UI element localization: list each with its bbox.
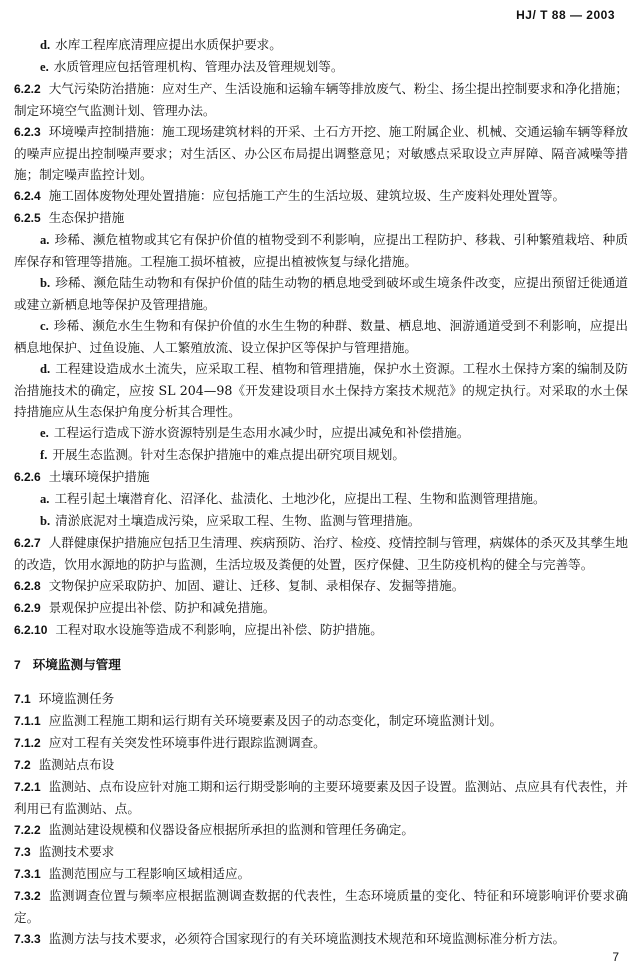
item-a-soil-degradation bbox=[14, 488, 628, 510]
clause-number: 7.2.2 bbox=[14, 823, 41, 837]
item-f-eco-monitoring bbox=[14, 444, 628, 466]
clause-text: 大气污染防治措施：应对生产、生活设施和运输车辆等排放废气、粉尘、扬尘提出控制要求和净化措施；制定环境空气监测计划、管理办法。 bbox=[14, 81, 629, 118]
item-c-aquatic-life bbox=[14, 315, 628, 358]
clause-text: 土壤环境保护措施 bbox=[48, 469, 150, 484]
item-text: 珍稀、濒危水生生物和有保护价值的水生生物的种群、数量、栖息地、洄游通道受到不利影响，应提出栖息地保护、过鱼设施、人工繁殖放流、设立保护区等保护与管理措施。 bbox=[14, 318, 628, 355]
clause-7-2-2 bbox=[14, 819, 628, 841]
clause-number: 6.2.2 bbox=[14, 82, 41, 96]
item-letter: b. bbox=[40, 514, 51, 528]
clause-text: 工程对取水设施等造成不利影响，应提出补偿、防护措施。 bbox=[55, 622, 383, 637]
clause-6-2-2 bbox=[14, 78, 628, 121]
item-a-plants bbox=[14, 229, 628, 272]
clause-number: 6.2.5 bbox=[14, 211, 41, 225]
clause-7-3-3 bbox=[14, 928, 628, 950]
item-text: 珍稀、濒危植物或其它有保护价值的植物受到不利影响，应提出工程防护、移栽、引种繁殖栽培、种质库保存和管理等措施。工程施工损坏植被，应提出植被恢复与绿化措施。 bbox=[14, 232, 628, 269]
item-text: 珍稀、濒危陆生动物和有保护价值的陆生动物的栖息地受到破坏或生境条件改变，应提出预留迁徙通道或建立新栖息地等保护及管理措施。 bbox=[14, 275, 628, 312]
clause-text: 环境噪声控制措施：施工现场建筑材料的开采、土石方开挖、施工附属企业、机械、交通运输车辆等释放的噪声应提出控制噪声要求；对生活区、办公区布局提出调整意见；对敏感点采取设立声屏障、隔音减噪等措施；制定噪声监控计划。 bbox=[14, 124, 629, 182]
item-letter: a. bbox=[40, 233, 50, 247]
item-letter: d. bbox=[40, 362, 51, 376]
clause-7-3 bbox=[14, 841, 628, 863]
clause-text: 环境监测任务 bbox=[38, 691, 115, 706]
clause-text: 监测调查位置与频率应根据监测调查数据的代表性，生态环境质量的变化、特征和环境影响评价要求确定。 bbox=[14, 888, 628, 925]
clause-7-1-1 bbox=[14, 710, 628, 732]
item-letter: c. bbox=[40, 319, 49, 333]
document-body bbox=[14, 34, 628, 950]
item-text: 水质管理应包括管理机构、管理办法及管理规划等。 bbox=[53, 59, 344, 74]
clause-number: 7.3.2 bbox=[14, 889, 41, 903]
item-letter: b. bbox=[40, 276, 51, 290]
section-number: 7 bbox=[14, 658, 21, 672]
clause-7-1 bbox=[14, 688, 628, 710]
item-letter: e. bbox=[40, 426, 49, 440]
item-letter: e. bbox=[40, 60, 49, 74]
clause-number: 7.2 bbox=[14, 758, 31, 772]
clause-text: 监测技术要求 bbox=[38, 844, 115, 859]
item-b-sludge-pollution bbox=[14, 510, 628, 532]
clause-6-2-4 bbox=[14, 185, 628, 207]
item-b-terrestrial-animals bbox=[14, 272, 628, 315]
clause-number: 7.1 bbox=[14, 692, 31, 706]
clause-7-3-2 bbox=[14, 885, 628, 928]
clause-7-3-1 bbox=[14, 863, 628, 885]
clause-text: 施工固体废物处理处置措施：应包括施工产生的生活垃圾、建筑垃圾、生产废料处理处置等。 bbox=[48, 188, 566, 203]
item-text: 工程引起土壤潜育化、沼泽化、盐渍化、土地沙化，应提出工程、生物和监测管理措施。 bbox=[54, 491, 546, 506]
item-text: 水库工程库底清理应提出水质保护要求。 bbox=[55, 37, 282, 52]
clause-number: 6.2.10 bbox=[14, 623, 48, 637]
clause-text: 监测范围应与工程影响区域相适应。 bbox=[48, 866, 251, 881]
clause-text: 人群健康保护措施应包括卫生清理、疾病预防、治疗、检疫、疫情控制与管理，病媒体的杀灭及其孳生地的改造，饮用水源地的防护与监测，生活垃圾及粪便的处置，医疗保健、卫生防疫机构的健全与完善等。 bbox=[14, 535, 629, 572]
clause-6-2-8 bbox=[14, 575, 628, 597]
clause-6-2-3 bbox=[14, 121, 628, 185]
clause-6-2-5 bbox=[14, 207, 628, 229]
item-e-water-quality-management bbox=[14, 56, 628, 78]
clause-text: 景观保护应提出补偿、防护和减免措施。 bbox=[48, 600, 276, 615]
clause-number: 6.2.4 bbox=[14, 189, 41, 203]
item-text: 工程运行造成下游水资源特别是生态用水减少时，应提出减免和补偿措施。 bbox=[53, 425, 470, 440]
item-d-soil-erosion bbox=[14, 358, 628, 422]
clause-text: 监测方法与技术要求，必须符合国家现行的有关环境监测技术规范和环境监测标准分析方法。 bbox=[48, 931, 566, 946]
clause-number: 7.3.1 bbox=[14, 867, 41, 881]
clause-number: 6.2.9 bbox=[14, 601, 41, 615]
clause-7-2 bbox=[14, 754, 628, 776]
page-number: 7 bbox=[612, 950, 619, 964]
clause-number: 6.2.6 bbox=[14, 470, 41, 484]
clause-text: 文物保护应采取防护、加固、避让、迁移、复制、录相保存、发掘等措施。 bbox=[48, 578, 465, 593]
clause-7-2-1 bbox=[14, 776, 628, 819]
clause-text: 应监测工程施工期和运行期有关环境要素及因子的动态变化，制定环境监测计划。 bbox=[48, 713, 503, 728]
clause-number: 6.2.7 bbox=[14, 536, 41, 550]
clause-number: 7.2.1 bbox=[14, 780, 41, 794]
clause-text: 监测站建设规模和仪器设备应根据所承担的监测和管理任务确定。 bbox=[48, 822, 414, 837]
clause-6-2-9 bbox=[14, 597, 628, 619]
clause-6-2-7 bbox=[14, 532, 628, 575]
item-letter: a. bbox=[40, 492, 50, 506]
item-text: 清淤底泥对土壤造成污染，应采取工程、生物、监测与管理措施。 bbox=[55, 513, 421, 528]
clause-number: 7.3.3 bbox=[14, 932, 41, 946]
clause-number: 6.2.3 bbox=[14, 125, 41, 139]
clause-7-1-2 bbox=[14, 732, 628, 754]
item-d-reservoir-cleanup bbox=[14, 34, 628, 56]
item-text: 工程建设造成水土流失，应采取工程、植物和管理措施，保护水土资源。工程水土保持方案的编制及防治措施技术的确定，应按 SL 204—98《开发建设项目水土保持方案技术规范》的规定执行。对采取的水土保持措施应从生态保护角度分析其合理性。 bbox=[14, 361, 628, 419]
item-letter: d. bbox=[40, 38, 51, 52]
clause-6-2-10 bbox=[14, 619, 628, 641]
clause-number: 6.2.8 bbox=[14, 579, 41, 593]
clause-text: 监测站点布设 bbox=[38, 757, 115, 772]
item-e-downstream-water bbox=[14, 422, 628, 444]
section-title: 环境监测与管理 bbox=[32, 658, 121, 672]
clause-number: 7.3 bbox=[14, 845, 31, 859]
clause-text: 监测站、点布设应针对施工期和运行期受影响的主要环境要素及因子设置。监测站、点应具有代表性，并利用已有监测站、点。 bbox=[14, 779, 629, 816]
item-text: 开展生态监测。针对生态保护措施中的难点提出研究项目规划。 bbox=[52, 447, 405, 462]
standard-code-header: HJ/ T 88 — 2003 bbox=[516, 8, 615, 22]
clause-6-2-6 bbox=[14, 466, 628, 488]
clause-text: 应对工程有关突发性环境事件进行跟踪监测调查。 bbox=[48, 735, 326, 750]
section-7-heading bbox=[14, 655, 628, 676]
clause-number: 7.1.1 bbox=[14, 714, 41, 728]
clause-number: 7.1.2 bbox=[14, 736, 41, 750]
item-letter: f. bbox=[40, 448, 48, 462]
clause-text: 生态保护措施 bbox=[48, 210, 125, 225]
